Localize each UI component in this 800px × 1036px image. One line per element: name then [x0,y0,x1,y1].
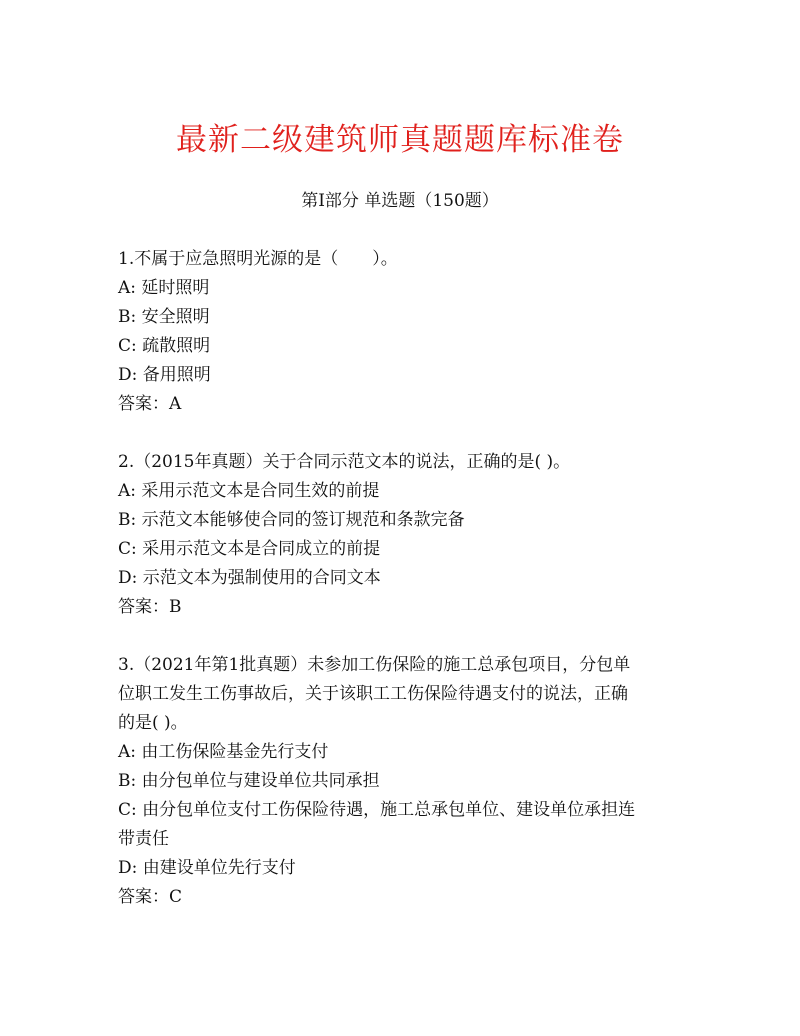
option-c: C: 疏散照明 [118,336,211,356]
question-stem-line: 位职工发生工伤事故后，关于该职工工伤保险待遇支付的说法，正确 [118,684,628,704]
question-stem [118,651,698,738]
answer-line: 答案：C [118,887,183,907]
answer-line: 答案：A [118,394,182,414]
option-c-line: 带责任 [118,829,169,849]
option-d: D: 备用照明 [118,365,211,385]
question-3 [118,651,698,912]
question-stem-line: 3.（2021年第1批真题）未参加工伤保险的施工总承包项目，分包单 [118,655,631,675]
option-a: A: 延时照明 [118,278,210,298]
option-d: D: 示范文本为强制使用的合同文本 [118,568,381,588]
option-b: B: 由分包单位与建设单位共同承担 [118,771,380,791]
question-stem-line: 的是( )。 [118,713,188,733]
question-2 [118,448,698,622]
option-a: A: 采用示范文本是合同生效的前提 [118,481,380,501]
option-c: C: 采用示范文本是合同成立的前提 [118,539,381,559]
question-1 [118,245,698,419]
option-c [118,796,698,854]
section-heading: 第I部分 单选题（150题） [301,191,499,211]
option-b: B: 示范文本能够使合同的签订规范和条款完备 [118,510,465,530]
option-a: A: 由工伤保险基金先行支付 [118,742,329,762]
document-title: 最新二级建筑师真题题库标准卷 [176,122,624,158]
question-stem: 2.（2015年真题）关于合同示范文本的说法，正确的是( )。 [118,452,571,472]
option-d: D: 由建设单位先行支付 [118,858,296,878]
option-c-line: C: 由分包单位支付工伤保险待遇，施工总承包单位、建设单位承担连 [118,800,636,820]
answer-line: 答案：B [118,597,182,617]
question-stem: 1.不属于应急照明光源的是（ ）。 [118,249,398,269]
option-b: B: 安全照明 [118,307,210,327]
question-list [118,245,698,941]
